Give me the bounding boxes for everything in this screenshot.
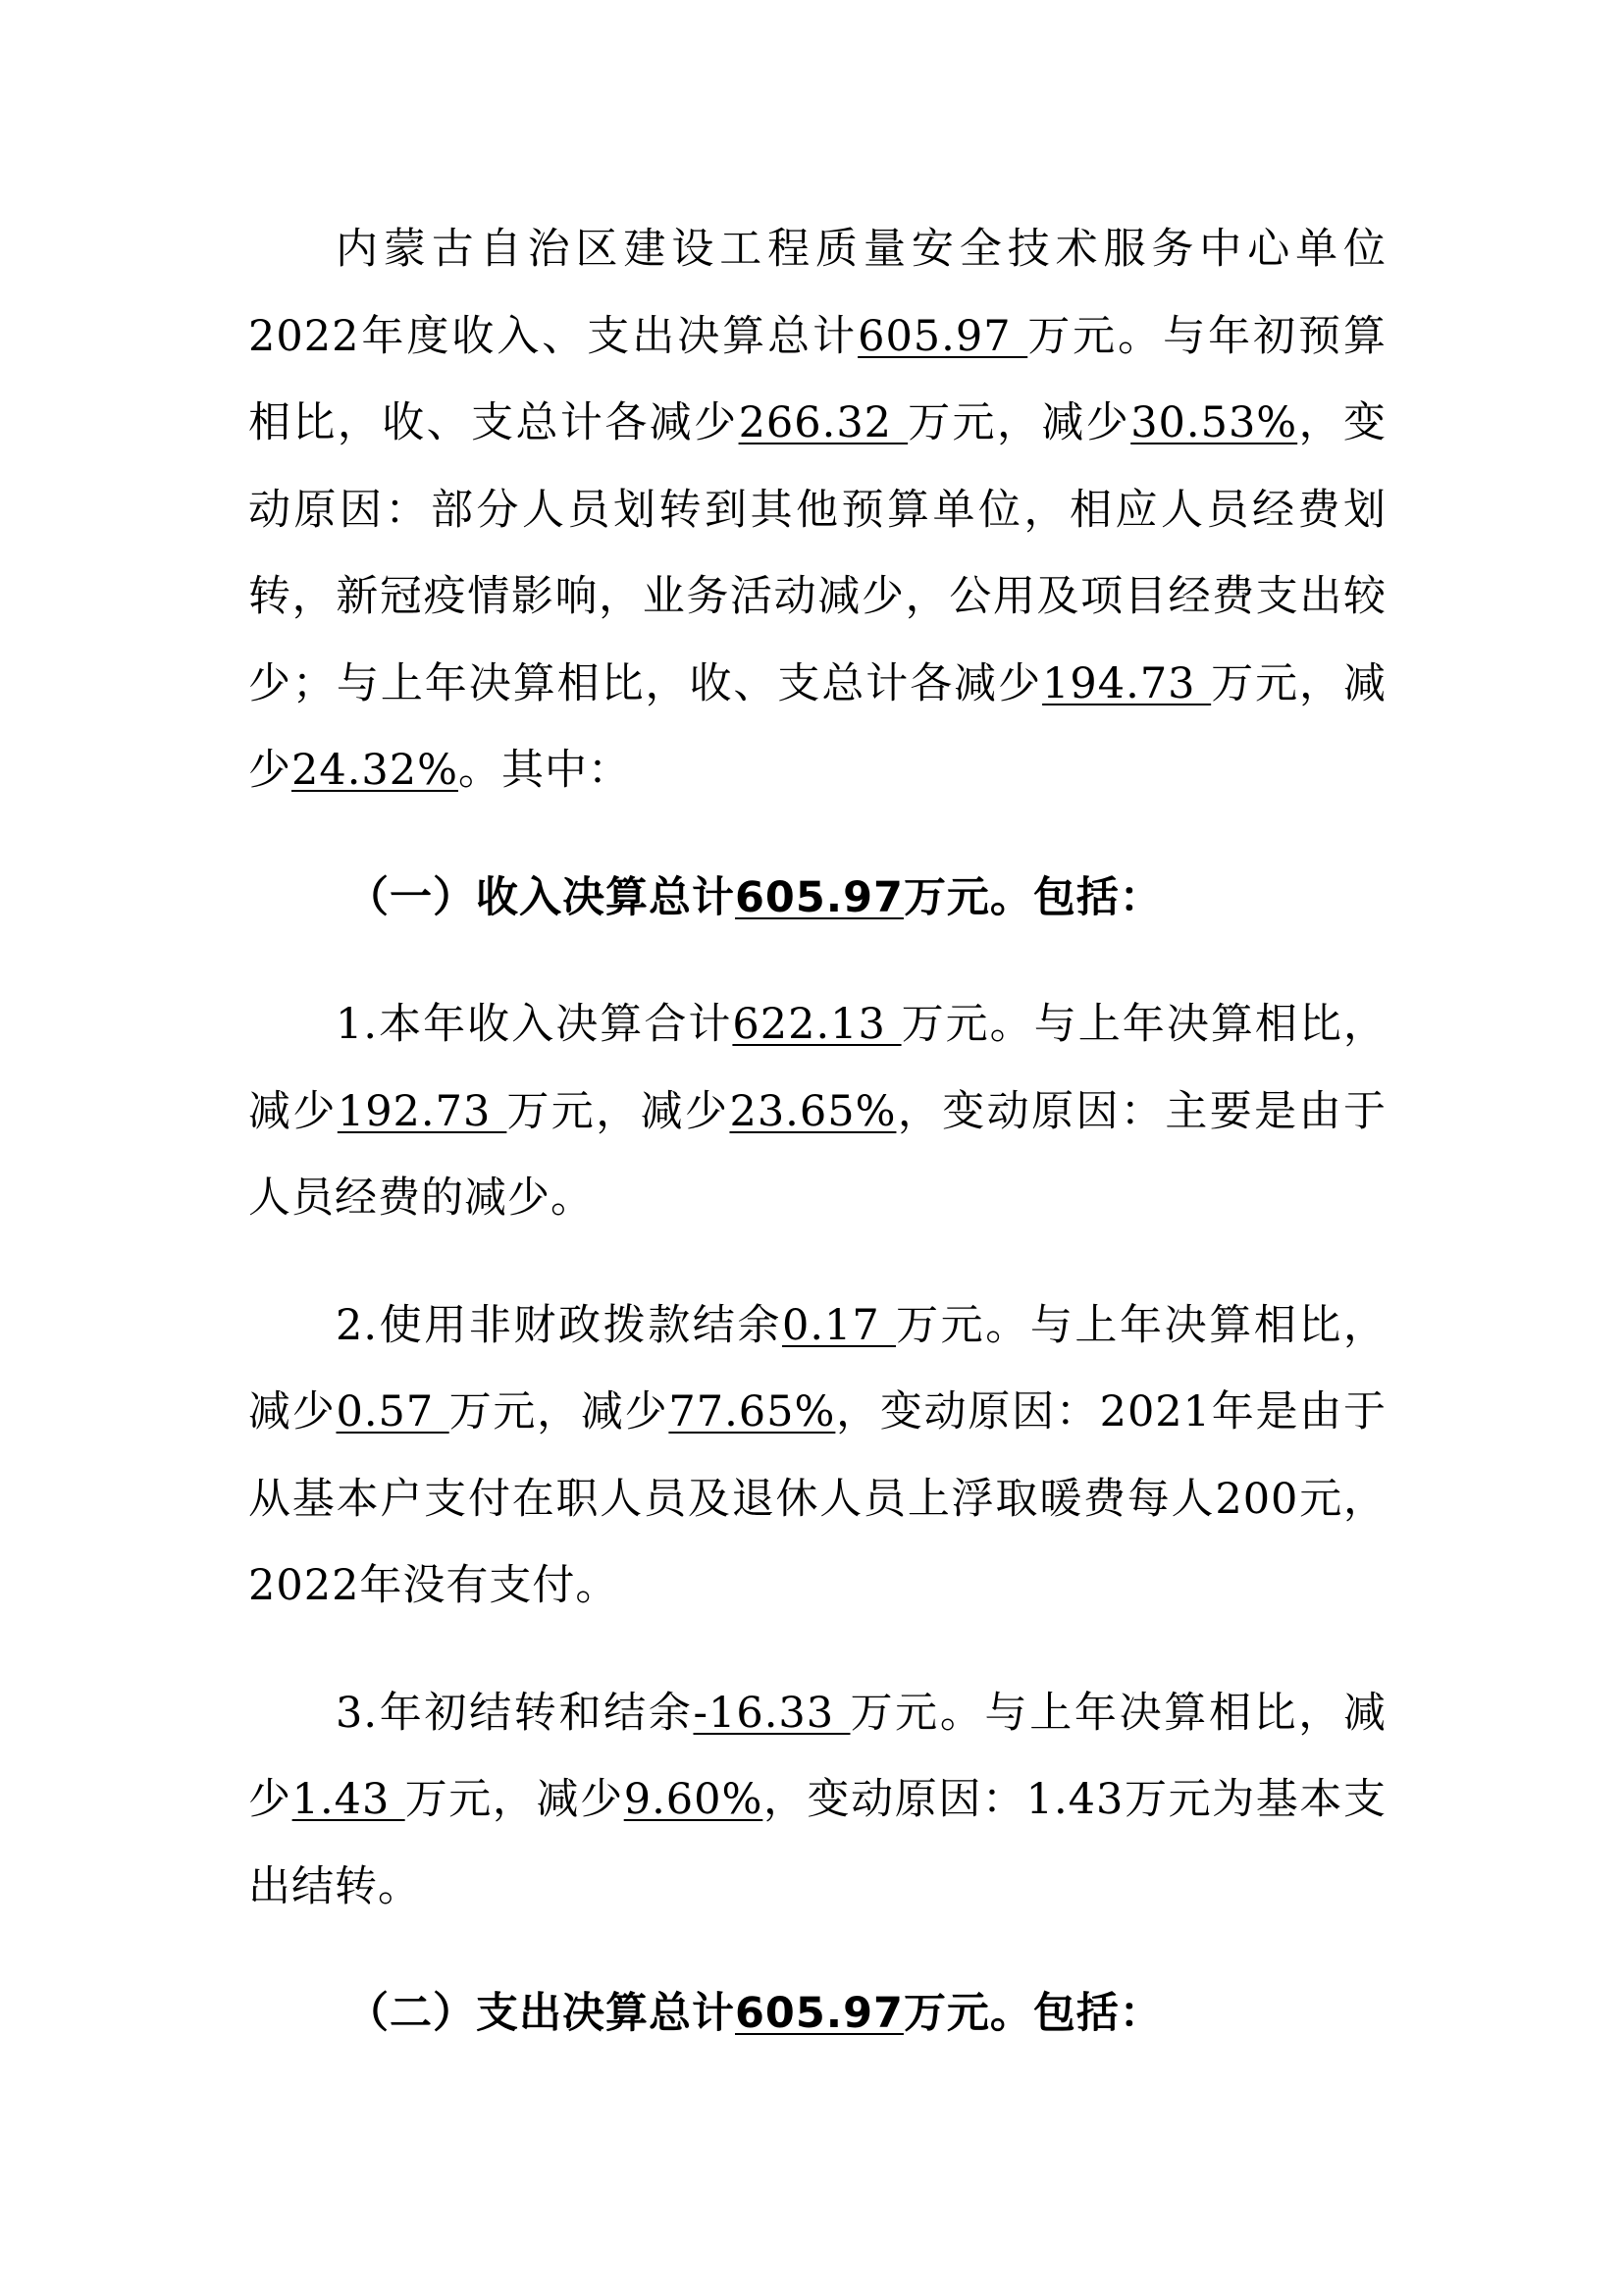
expenditure-total-amount: 605.97 bbox=[735, 1989, 904, 2038]
prior-year-decrease-amount: 194.73 bbox=[1042, 658, 1212, 708]
prior-year-decrease-percent: 24.32% bbox=[291, 746, 458, 795]
document-body bbox=[248, 206, 1387, 2058]
text-segment: 3.年初结转和结余 bbox=[336, 1688, 694, 1738]
text-segment: 2.使用非财政拨款结余 bbox=[336, 1300, 783, 1350]
surplus-decrease-percent: 77.65% bbox=[668, 1387, 836, 1436]
text-segment: 万元，减少 bbox=[248, 658, 1388, 795]
income-decrease-percent: 23.65% bbox=[729, 1086, 897, 1136]
text-segment: 万元，减少 bbox=[404, 1775, 624, 1824]
text-segment: 万元。与上年决算相比，减少 bbox=[248, 1000, 1387, 1136]
text-segment: 万元。与上年决算相比，减少 bbox=[248, 1300, 1388, 1436]
income-section-heading bbox=[248, 855, 1387, 942]
expenditure-section-heading bbox=[248, 1970, 1387, 2058]
text-segment: ，变动原因：1.43万元为基本支出结转。 bbox=[248, 1775, 1388, 1911]
income-decrease-amount: 192.73 bbox=[337, 1086, 507, 1136]
heading-text: 万元。包括： bbox=[903, 1989, 1163, 2038]
item-3-paragraph bbox=[248, 1670, 1387, 1931]
text-segment: 万元。与上年决算相比，减少 bbox=[248, 1688, 1387, 1824]
surplus-decrease-amount: 0.57 bbox=[336, 1387, 449, 1436]
text-segment: 。其中： bbox=[457, 746, 631, 795]
text-segment: ，变动原因：主要是由于人员经费的减少。 bbox=[248, 1086, 1388, 1223]
carryover-decrease-amount: 1.43 bbox=[291, 1775, 405, 1824]
heading-text: 万元。包括： bbox=[903, 872, 1163, 922]
text-segment: 万元，减少 bbox=[506, 1086, 730, 1136]
budget-decrease-percent: 30.53% bbox=[1130, 398, 1298, 447]
current-year-income-amount: 622.13 bbox=[732, 1000, 902, 1049]
item-1-paragraph bbox=[248, 981, 1387, 1242]
carryover-amount: -16.33 bbox=[693, 1688, 851, 1738]
income-total-amount: 605.97 bbox=[735, 872, 904, 922]
total-amount: 605.97 bbox=[858, 311, 1028, 361]
text-segment: 1.本年收入决算合计 bbox=[336, 1000, 733, 1049]
carryover-decrease-percent: 9.60% bbox=[623, 1775, 763, 1824]
heading-text: （一）收入决算总计 bbox=[346, 872, 735, 922]
text-segment: 万元，减少 bbox=[908, 398, 1131, 447]
non-fiscal-surplus-amount: 0.17 bbox=[782, 1300, 897, 1350]
budget-decrease-amount: 266.32 bbox=[738, 398, 909, 447]
text-segment: ，变动原因：2021年是由于从基本户支付在职人员及退休人员上浮取暖费每人200元，2022年没有支付。 bbox=[248, 1387, 1388, 1610]
text-segment: 万元，减少 bbox=[448, 1387, 669, 1436]
item-2-paragraph bbox=[248, 1282, 1387, 1630]
text-segment: 内蒙古自治区建设工程质量安全技术服务中心单位2022年度收入、支出决算总计 bbox=[248, 225, 1387, 361]
heading-text: （二）支出决算总计 bbox=[346, 1989, 735, 2038]
text-segment: ，变动原因：部分人员划转到其他预算单位，相应人员经费划转，新冠疫情影响，业务活动减少，公用及项目经费支出较少；与上年决算相比，收、支总计各减少 bbox=[248, 398, 1388, 708]
text-segment: 万元。与年初预算相比，收、支总计各减少 bbox=[248, 311, 1388, 447]
summary-paragraph bbox=[248, 206, 1387, 814]
